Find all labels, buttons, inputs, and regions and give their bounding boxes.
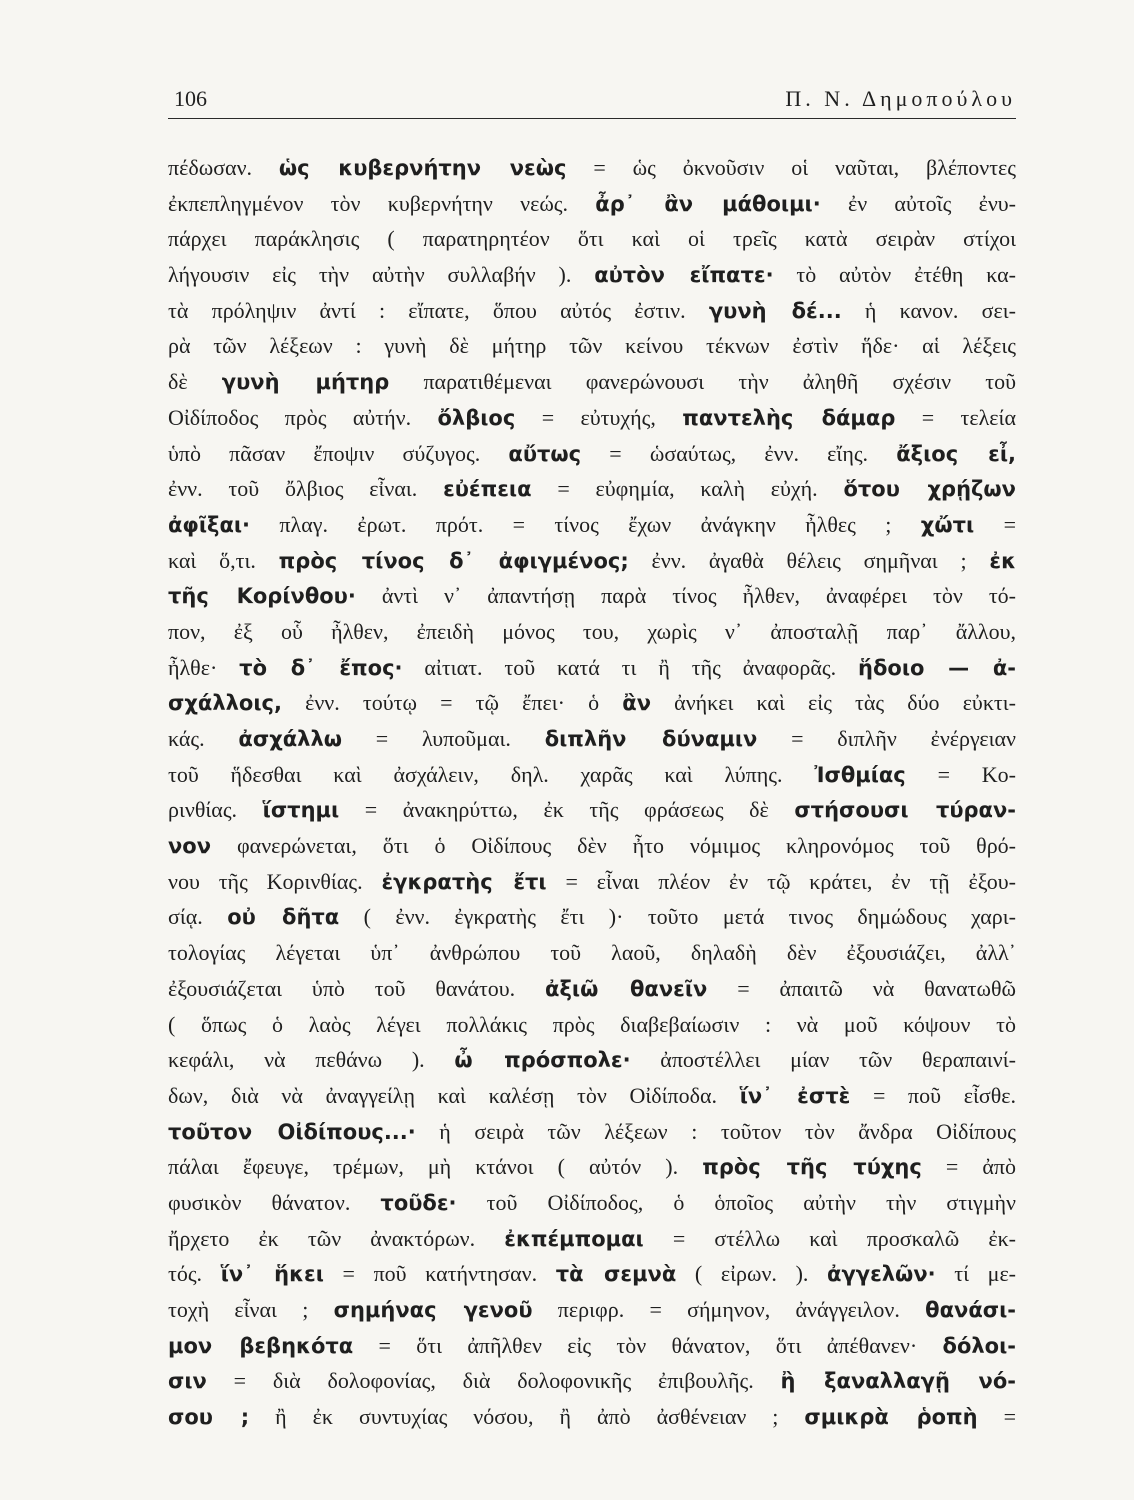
gloss-text: ἐκπεπληγμένον τὸν κυβερνήτην νεώς.: [168, 190, 596, 216]
gloss-text: ἦλθε·: [168, 654, 240, 680]
text-line: [168, 792, 1016, 828]
gloss-text: = ὅτι ἀπῆλθεν εἰς τὸν θάνατον, ὅτι ἀπέθανεν·: [353, 1332, 943, 1358]
gloss-text: = ἀνακηρύττω, ἐκ τῆς φράσεως δὲ: [339, 797, 795, 823]
gloss-text: δων, διὰ νὰ ἀναγγείλῃ καὶ καλέσῃ τὸν Οἰδίποδα.: [168, 1082, 740, 1108]
gloss-text: = εἶναι πλέον ἐν τῷ κράτει, ἐν τῇ ἐξου-: [546, 868, 1016, 894]
text-line: [168, 1399, 1016, 1435]
text-line: [168, 828, 1016, 864]
gloss-text: = εὐφημία, καλὴ εὐχή.: [531, 476, 844, 502]
text-line: [168, 1221, 1016, 1257]
gloss-text: ( ἐνν. ἐγκρατὴς ἔτι )· τοῦτο μετά τινος δημώδους χαρι-: [339, 904, 1016, 930]
text-line: [168, 578, 1016, 614]
gloss-text: = διπλῆν ἐνέργειαν: [757, 726, 1016, 751]
text-line: [168, 1292, 1016, 1328]
lemma-term: τὰ σεμνὰ: [555, 1262, 677, 1287]
text-line: [168, 150, 1016, 186]
gloss-text: = εὐτυχής,: [515, 404, 683, 430]
gloss-text: τολογίας λέγεται ὑπ᾽ ἀνθρώπου τοῦ λαοῦ, δηλαδὴ δὲν ἐξουσιάζει, ἀλλ᾽: [168, 940, 1016, 966]
gloss-text: ρινθίας.: [168, 797, 263, 823]
gloss-text: = διὰ δολοφονίας, διὰ δολοφονικῆς ἐπιβουλῆς.: [206, 1368, 781, 1394]
lemma-term: γυνὴ μήτηρ: [221, 370, 390, 395]
gloss-text: καὶ ὅ,τι.: [168, 547, 279, 573]
text-line: [168, 935, 1016, 971]
text-line: [168, 221, 1016, 257]
text-line: [168, 543, 1016, 579]
lemma-term: ἵν᾽ ἐστὲ: [739, 1083, 851, 1108]
gloss-text: = ποῦ εἶσθε.: [850, 1082, 1016, 1108]
gloss-text: κεφάλι, νὰ πεθάνω ).: [168, 1047, 455, 1073]
gloss-text: περιφρ. = σήμηνον, ἀνάγγειλον.: [532, 1297, 926, 1322]
gloss-text: ἀποστέλλει μίαν τῶν θεραπαινί-: [630, 1047, 1016, 1073]
running-head: [168, 84, 1016, 119]
gloss-text: πλαγ. ἐρωτ. πρότ. = τίνος ἔχων ἀνάγκην ἦλθες ;: [250, 511, 921, 537]
lemma-term: ὄλβιος: [437, 405, 516, 430]
lemma-term: αὔτως: [508, 441, 582, 466]
text-line: [168, 436, 1016, 472]
gloss-text: = τελεία: [895, 404, 1016, 430]
text-line: [168, 1185, 1016, 1221]
lemma-term: γυνὴ δέ...: [708, 298, 842, 323]
gloss-text: ἐνν. τοῦ ὄλβιος εἶναι.: [168, 476, 444, 502]
gloss-text: ἀντὶ ν᾽ ἀπαντήσῃ παρὰ τίνος ἦλθεν, ἀναφέρει τὸν τό-: [355, 583, 1016, 609]
lemma-term: θανάσι-: [925, 1298, 1016, 1322]
gloss-text: τός.: [168, 1261, 221, 1287]
lemma-term: ἵν᾽ ἥκει: [220, 1262, 324, 1287]
gloss-text: σίᾳ.: [168, 904, 228, 930]
gloss-text: νου τῆς Κορινθίας.: [168, 868, 382, 894]
lemma-term: ἢ ξαναλλαγῇ νό-: [780, 1369, 1016, 1394]
gloss-text: ἡ κανον. σει-: [841, 297, 1016, 323]
lemma-term: σιν: [168, 1369, 207, 1394]
gloss-text: ἐνν. ἀγαθὰ θέλεις σημῆναι ;: [628, 547, 990, 573]
gloss-text: = ἀπὸ: [921, 1154, 1016, 1180]
lemma-term: τοῦτον Οἰδίπους...·: [168, 1119, 416, 1144]
lemma-term: Ἰσθμίας: [814, 762, 906, 787]
gloss-text: ἐν αὐτοῖς ἐνυ-: [820, 190, 1016, 216]
text-line: [168, 971, 1016, 1007]
gloss-text: πον, ἐξ οὗ ἦλθεν, ἐπειδὴ μόνος του, χωρὶς ν᾽ ἀποσταλῇ παρ᾽ ἄλλου,: [168, 618, 1016, 644]
text-line: [168, 328, 1016, 364]
lemma-term: τοῦδε·: [380, 1190, 457, 1215]
gloss-text: = ὡσαύτως, ἐνν. εἴης.: [581, 440, 897, 466]
text-line: [168, 864, 1016, 900]
page-number: 106: [174, 86, 207, 111]
gloss-text: =: [977, 1404, 1016, 1430]
text-line: [168, 650, 1016, 686]
gloss-text: τί με-: [935, 1261, 1016, 1287]
lemma-term: ἄξιος εἶ,: [896, 441, 1016, 466]
lemma-term: ἂν: [622, 691, 652, 716]
gloss-text: ἡ σειρὰ τῶν λέξεων : τοῦτον τὸν ἄνδρα Οἰδίπους: [415, 1118, 1016, 1144]
running-head-author: Π. Ν. Δημοπούλου: [785, 86, 1016, 111]
lemma-term: ἐγκρατὴς ἔτι: [381, 869, 547, 894]
lemma-term: ἀφῖξαι·: [168, 512, 251, 537]
gloss-text: = ποῦ κατήντησαν.: [323, 1261, 556, 1287]
gloss-text: πάρχει παράκλησις ( παρατηρητέον ὅτι καὶ οἱ τρεῖς κατὰ σειρὰν στίχοι: [168, 226, 1016, 252]
gloss-text: πέδωσαν.: [168, 155, 279, 180]
lemma-term: ἥδοιο — ἀ-: [858, 655, 1016, 680]
gloss-text: δὲ: [168, 369, 222, 395]
lemma-term: ὅτου χρῄζων: [843, 477, 1016, 502]
lemma-term: ὡς κυβερνήτην νεὼς: [278, 156, 567, 180]
text-line: [168, 293, 1016, 329]
text-line: [168, 400, 1016, 436]
gloss-text: ὑπὸ πᾶσαν ἔποψιν σύζυγος.: [168, 440, 509, 466]
gloss-text: λήγουσιν εἰς τὴν αὐτὴν συλλαβήν ).: [168, 262, 595, 288]
gloss-text: φανερώνεται, ὅτι ὁ Οἰδίπους δὲν ἦτο νόμιμος κληρονόμος τοῦ θρό-: [211, 833, 1016, 859]
lemma-term: σχάλλοις,: [168, 691, 282, 716]
lemma-term: ἐκπέμπομαι: [504, 1226, 644, 1251]
gloss-text: ρὰ τῶν λέξεων : γυνὴ δὲ μήτηρ τῶν κείνου τέκνων ἐστὶν ἥδε· αἱ λέξεις: [168, 333, 1016, 359]
gloss-text: ( εἰρων. ).: [676, 1261, 828, 1287]
lemma-term: ἀξιῶ θανεῖν: [545, 976, 708, 1001]
gloss-text: ἐξουσιάζεται ὑπὸ τοῦ θανάτου.: [168, 975, 546, 1001]
text-line: [168, 364, 1016, 400]
lemma-term: τὸ δ᾽ ἔπος·: [239, 655, 403, 680]
gloss-text: τοῦ ἥδεσθαι καὶ ἀσχάλειν, δηλ. χαρᾶς καὶ λύπης.: [168, 761, 815, 787]
text-line: [168, 257, 1016, 293]
text-line: [168, 1328, 1016, 1364]
lemma-term: παντελὴς δάμαρ: [682, 405, 896, 430]
text-line: [168, 1007, 1016, 1043]
text-line: [168, 1042, 1016, 1078]
gloss-text: αἰτιατ. τοῦ κατά τι ἢ τῆς ἀναφορᾶς.: [402, 654, 859, 680]
gloss-text: τὸ αὐτὸν ἐτέθη κα-: [773, 262, 1016, 288]
gloss-text: Οἰδίποδος πρὸς αὐτήν.: [168, 404, 438, 430]
lemma-term: εὐέπεια: [443, 477, 532, 502]
text-line: [168, 471, 1016, 507]
commentary-text: [168, 150, 1016, 1435]
gloss-text: = Κο-: [905, 761, 1016, 787]
lemma-term: στήσουσι τύραν-: [794, 798, 1016, 823]
lemma-term: ἀγγελῶν·: [827, 1262, 936, 1287]
gloss-text: = λυποῦμαι.: [342, 726, 545, 751]
lemma-term: δόλοι-: [942, 1333, 1016, 1358]
gloss-text: ἐνν. τούτῳ = τῷ ἔπει· ὁ: [281, 690, 623, 716]
lemma-term: νον: [168, 834, 212, 859]
gloss-text: ἤρχετο ἐκ τῶν ἀνακτόρων.: [168, 1225, 505, 1251]
text-line: [168, 899, 1016, 935]
text-line: [168, 186, 1016, 222]
text-line: [168, 1363, 1016, 1399]
lemma-term: πρὸς τῆς τύχης: [702, 1155, 922, 1180]
text-line: [168, 507, 1016, 543]
lemma-term: χὤτι: [920, 512, 975, 537]
text-line: [168, 1149, 1016, 1185]
lemma-term: ἆρ᾽ ἂν μάθοιμι·: [595, 191, 821, 216]
lemma-term: τῆς Κορίνθου·: [168, 584, 356, 609]
gloss-text: κάς.: [168, 726, 239, 751]
text-line: [168, 685, 1016, 721]
gloss-text: = ἀπαιτῶ νὰ θανατωθῶ: [707, 975, 1016, 1001]
gloss-text: = ὡς ὀκνοῦσιν οἱ ναῦται, βλέποντες: [566, 155, 1016, 180]
lemma-term: ἵστημι: [262, 798, 340, 823]
lemma-term: ὦ πρόσπολε·: [454, 1048, 631, 1073]
gloss-text: τοχὴ εἶναι ;: [168, 1297, 334, 1322]
text-line: [168, 1114, 1016, 1150]
text-line: [168, 721, 1016, 757]
gloss-text: =: [974, 511, 1016, 537]
lemma-term: σημήνας γενοῦ: [333, 1298, 533, 1322]
lemma-term: σμικρὰ ῥοπὴ: [804, 1405, 978, 1430]
gloss-text: ἀνήκει καὶ εἰς τὰς δύο εὐκτι-: [651, 690, 1016, 716]
text-line: [168, 614, 1016, 650]
lemma-term: σου ;: [168, 1405, 250, 1430]
lemma-term: οὐ δῆτα: [227, 905, 340, 930]
text-line: [168, 1256, 1016, 1292]
gloss-text: φυσικὸν θάνατον.: [168, 1189, 381, 1215]
text-line: [168, 1078, 1016, 1114]
gloss-text: τὰ πρόληψιν ἀντί : εἴπατε, ὅπου αὐτός ἐστιν.: [168, 297, 709, 323]
gloss-text: ἢ ἐκ συντυχίας νόσου, ἢ ἀπὸ ἀσθένειαν ;: [249, 1404, 805, 1430]
gloss-text: τοῦ Οἰδίποδος, ὁ ὁποῖος αὐτὴν τὴν στιγμὴν: [456, 1189, 1016, 1215]
text-line: [168, 757, 1016, 793]
lemma-term: ἀσχάλλω: [238, 727, 343, 751]
lemma-term: μον βεβηκότα: [168, 1333, 354, 1358]
gloss-text: ( ὅπως ὁ λαὸς λέγει πολλάκις πρὸς διαβεβαίωσιν : νὰ μοῦ κόψουν τὸ: [168, 1011, 1016, 1037]
lemma-term: διπλῆν δύναμιν: [544, 727, 758, 751]
gloss-text: παρατιθέμεναι φανερώνουσι τὴν ἀληθῆ σχέσιν τοῦ: [389, 369, 1016, 395]
gloss-text: πάλαι ἔφευγε, τρέμων, μὴ κτάνοι ( αὐτόν ).: [168, 1154, 703, 1180]
gloss-text: = στέλλω καὶ προσκαλῶ ἐκ-: [643, 1225, 1016, 1251]
lemma-term: ἐκ: [989, 548, 1016, 573]
lemma-term: πρὸς τίνος δ᾽ ἀφιγμένος;: [278, 548, 629, 573]
lemma-term: αὐτὸν εἴπατε·: [594, 263, 774, 288]
